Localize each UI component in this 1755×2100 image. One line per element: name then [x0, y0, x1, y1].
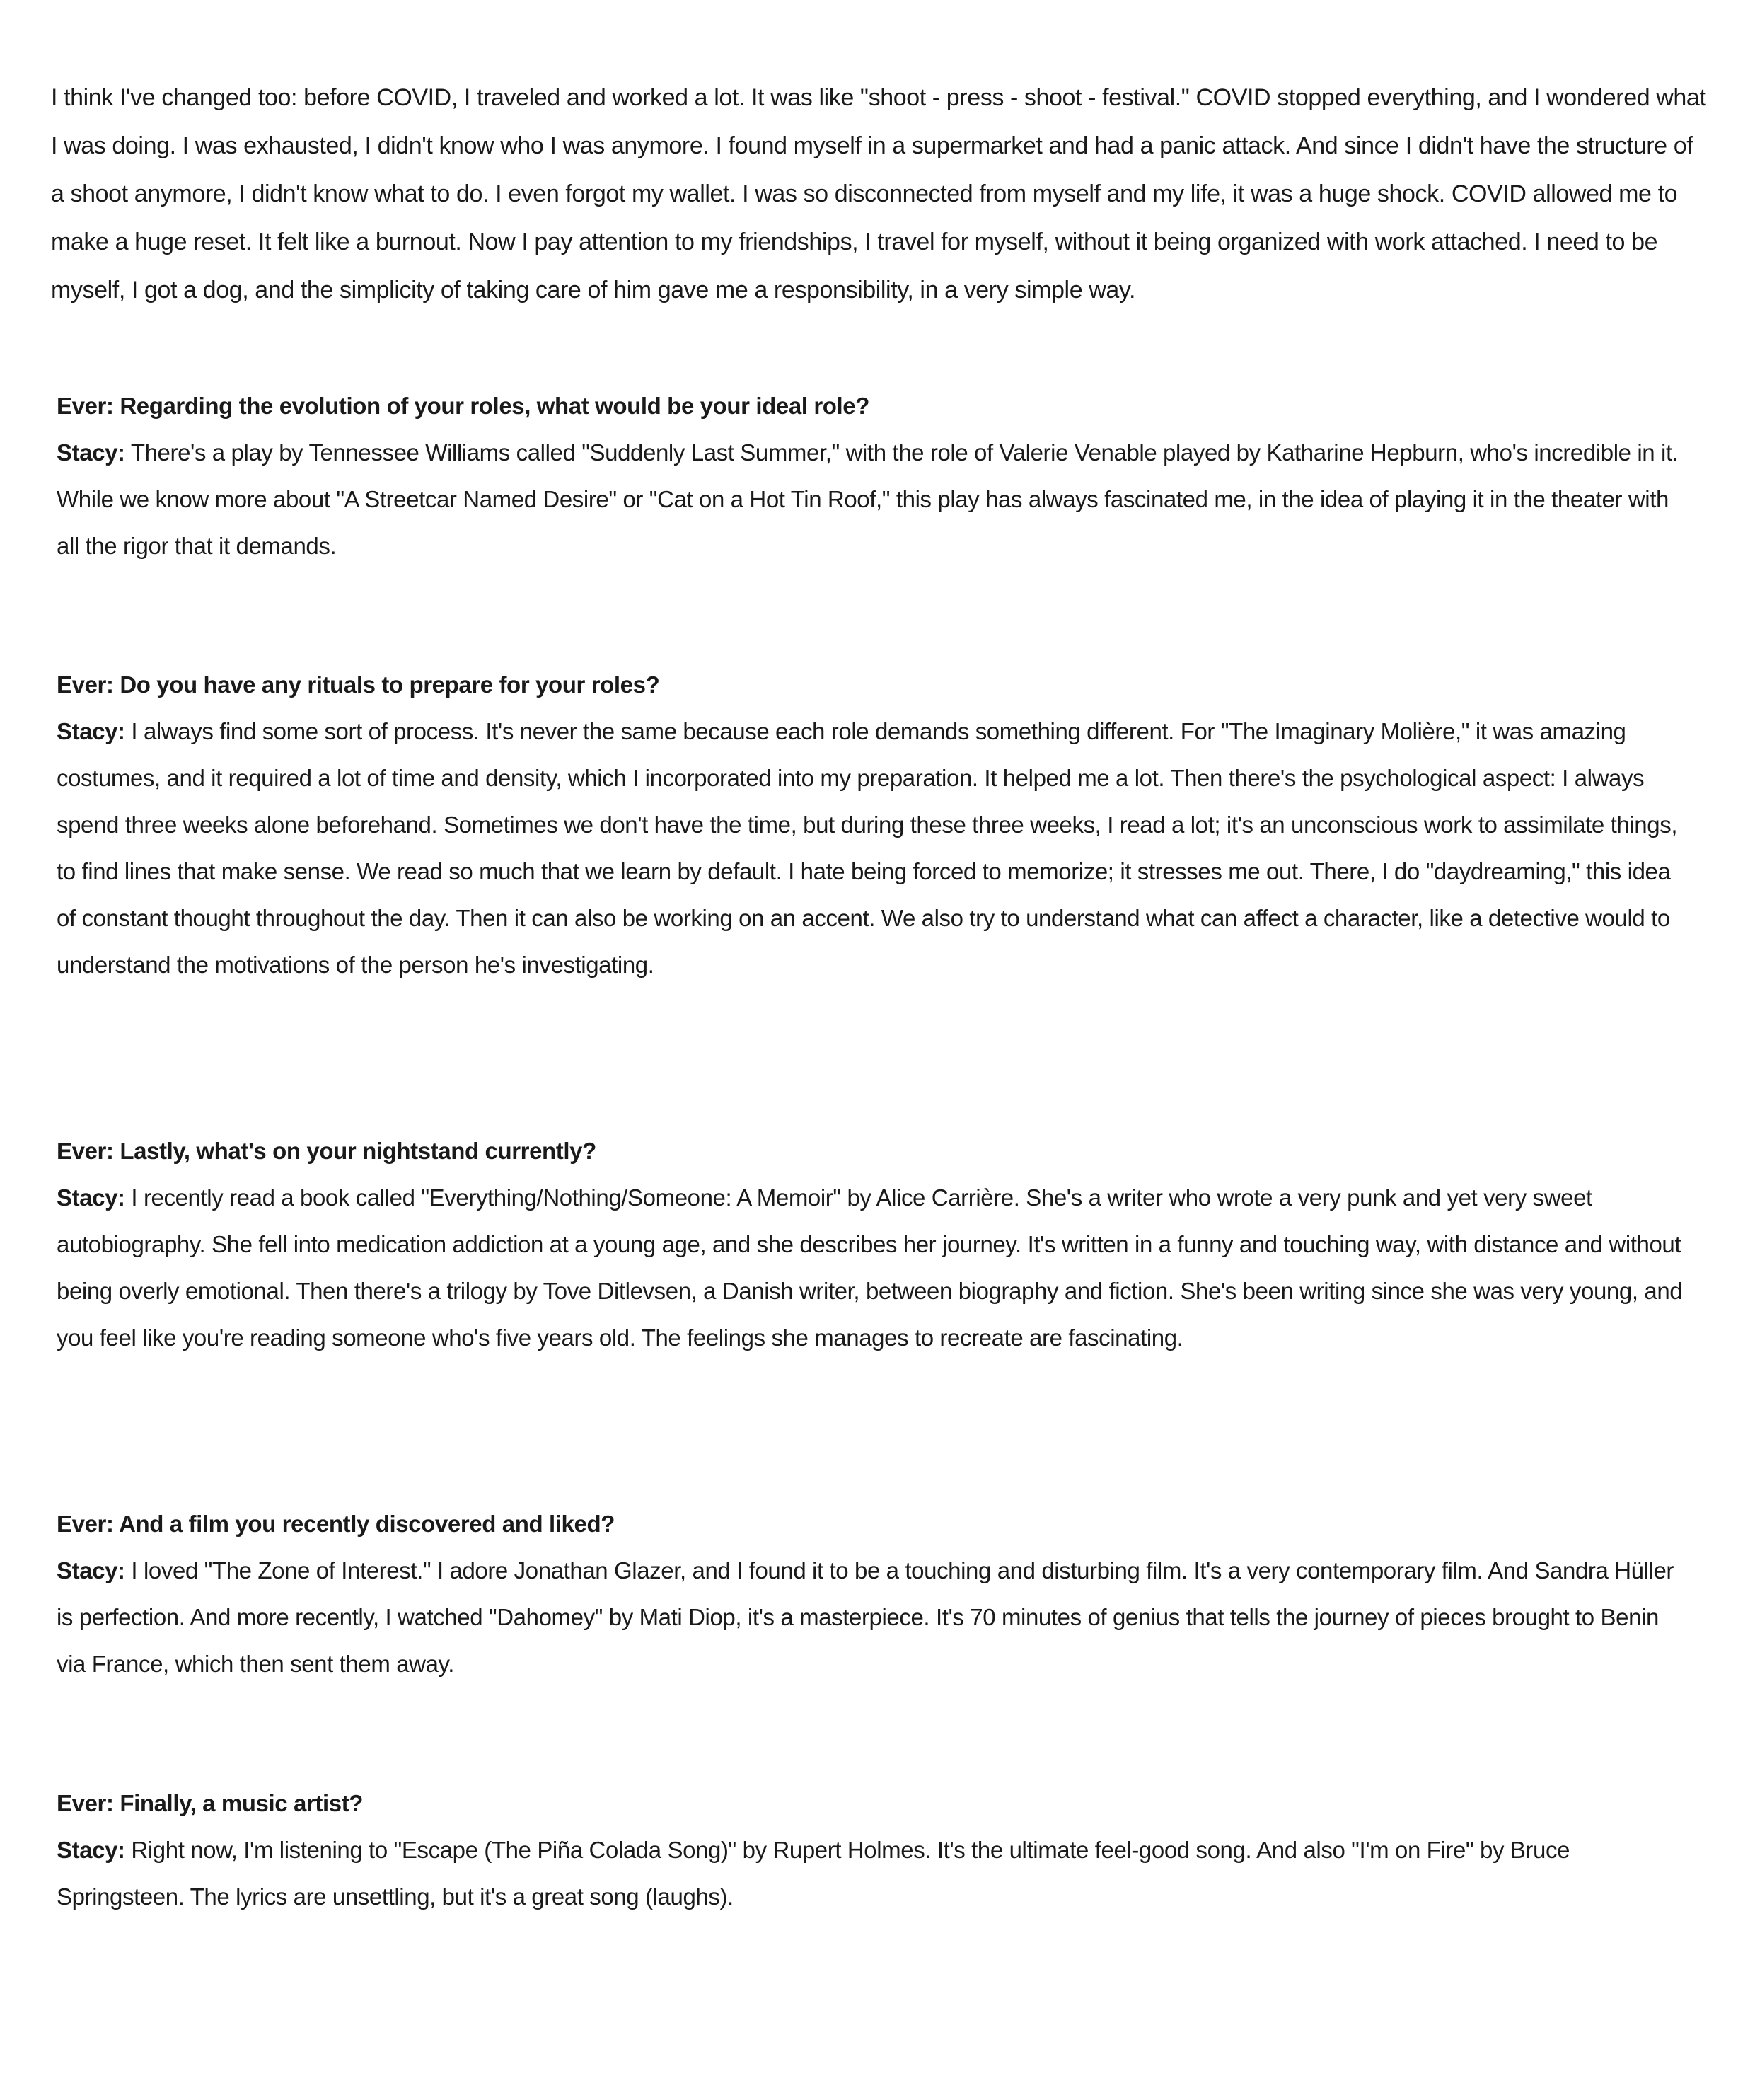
answer — [57, 1547, 1684, 1688]
speaker-label: Stacy: — [57, 439, 125, 466]
answer-text: There's a play by Tennessee Williams called "Suddenly Last Summer," with the role of Valerie Venable played by Katharine Hepburn, who's incredible in it. While we know more about "A Streetcar Named Desire" or "Cat on a Hot Tin Roof," this play has always fascinated me, in the idea of playing it in the theater with all the rigor that it demands. — [57, 439, 1679, 559]
answer — [57, 708, 1684, 988]
question: Ever: Lastly, what's on your nightstand currently? — [57, 1138, 596, 1164]
qa-block — [57, 383, 1684, 570]
answer — [57, 1175, 1684, 1361]
question: Ever: Regarding the evolution of your roles, what would be your ideal role? — [57, 393, 869, 419]
question: Ever: Do you have any rituals to prepare for your roles? — [57, 671, 660, 698]
qa-block — [57, 1128, 1684, 1361]
answer — [57, 1827, 1684, 1920]
qa-block — [57, 1501, 1684, 1688]
question: Ever: Finally, a music artist? — [57, 1790, 364, 1816]
speaker-label: Stacy: — [57, 1557, 125, 1583]
answer-text: Right now, I'm listening to "Escape (The Piña Colada Song)" by Rupert Holmes. It's the ultimate feel-good song. And also "I'm on Fire" by Bruce Springsteen. The lyrics are unsettling, but it's a great song (laughs). — [57, 1837, 1570, 1910]
answer — [57, 429, 1684, 570]
answer-text: I recently read a book called "Everything/Nothing/Someone: A Memoir" by Alice Carrière. She's a writer who wrote a very punk and yet very sweet autobiography. She fell into medication addiction at a young age, and she describes her journey. It's written in a funny and touching way, with distance and without being overly emotional. Then there's a trilogy by Tove Ditlevsen, a Danish writer, between biography and fiction. She's been writing since she was very young, and you feel like you're reading someone who's five years old. The feelings she manages to recreate are fascinating. — [57, 1184, 1683, 1351]
question: Ever: And a film you recently discovered and liked? — [57, 1511, 615, 1537]
speaker-label: Stacy: — [57, 1184, 125, 1211]
qa-block — [57, 1780, 1684, 1920]
intro-paragraph: I think I've changed too: before COVID, I traveled and worked a lot. It was like "shoot - press - shoot - festival." COVID stopped everything, and I wondered what I was doing. I was exhausted, I didn't know who I was anymore. I found myself in a supermarket and had a panic attack. And since I didn't have the structure of a shoot anymore, I didn't know what to do. I even forgot my wallet. I was so disconnected from myself and my life, it was a huge shock. COVID allowed me to make a huge reset. It felt like a burnout. Now I pay attention to my friendships, I travel for myself, without it being organized with work attached. I need to be myself, I got a dog, and the simplicity of taking care of him gave me a responsibility, in a very simple way. — [51, 84, 1706, 304]
qa-block — [57, 662, 1684, 988]
answer-text: I always find some sort of process. It's never the same because each role demands something different. For "The Imaginary Molière," it was amazing costumes, and it required a lot of time and density, which I incorporated into my preparation. It helped me a lot. Then there's the psychological aspect: I always spend three weeks alone beforehand. Sometimes we don't have the time, but during these three weeks, I read a lot; it's an unconscious work to assimilate things, to find lines that make sense. We read so much that we learn by default. I hate being forced to memorize; it stresses me out. There, I do "daydreaming," this idea of constant thought throughout the day. Then it can also be working on an accent. We also try to understand what can affect a character, like a detective would to understand the motivations of the person he's investigating. — [57, 718, 1678, 978]
speaker-label: Stacy: — [57, 1837, 125, 1863]
speaker-label: Stacy: — [57, 718, 125, 744]
answer-text: I loved "The Zone of Interest." I adore Jonathan Glazer, and I found it to be a touching and disturbing film. It's a very contemporary film. And Sandra Hüller is perfection. And more recently, I watched "Dahomey" by Mati Diop, it's a masterpiece. It's 70 minutes of genius that tells the journey of pieces brought to Benin via France, which then sent them away. — [57, 1557, 1674, 1677]
